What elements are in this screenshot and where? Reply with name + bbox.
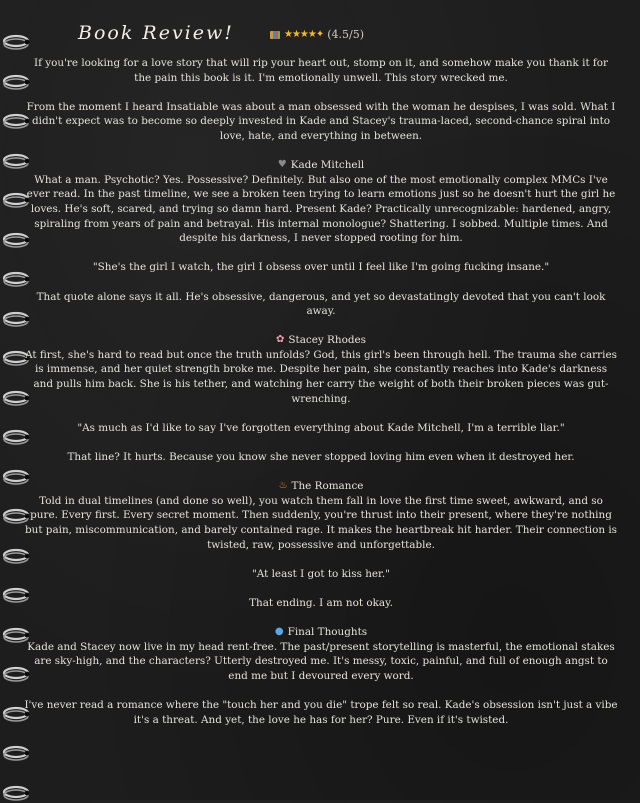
stacey-heading — [24, 333, 618, 348]
final-body: Kade and Stacey now live in my head rent-free. The past/present storytelling is masterful, the emotional stakes are sky-high, and the characters? Utterly destroyed me. It's messy, toxic, painful, and full of enough angst to end me but I devoured every word. — [27, 640, 615, 682]
kade-heading — [24, 158, 618, 173]
stacey-body: At first, she's hard to read but once the truth unfolds? God, this girl's been through hell. The trauma she carries is immense, and her quiet strength broke me. Despite her pain, she constantly reaches into Kade's darkness and pulls him back. She is his tether, and watching her carry the weight of both their broken pieces was gut-wrenching. — [25, 348, 617, 405]
review-header — [0, 22, 640, 52]
kade-quote: "She's the girl I watch, the girl I obsess over until I feel like I'm going fucking insane." — [92, 261, 550, 274]
rating — [270, 28, 364, 41]
rating-text: (4.5/5) — [327, 28, 365, 41]
books-icon — [270, 31, 280, 39]
rating-stars-icon: ★★★★✦ — [284, 29, 324, 40]
romance-after: That ending. I am not okay. — [249, 596, 393, 609]
stacey-heading-text: Stacey Rhodes — [288, 334, 366, 347]
romance-heading-text: The Romance — [291, 480, 364, 493]
speech-bubble-icon: ● — [274, 626, 284, 638]
kade-heading-text: Kade Mitchell — [290, 159, 365, 172]
black-heart-icon: ♥ — [277, 159, 287, 171]
romance-quote: "At least I got to kiss her." — [252, 567, 390, 580]
final-heading-text: Final Thoughts — [287, 626, 368, 639]
spiral-ring — [2, 781, 32, 803]
final-heading — [24, 625, 618, 640]
stacey-quote: "As much as I'd like to say I've forgotten everything about Kade Mitchell, I'm a terrible liar." — [77, 421, 565, 434]
spiral-ring — [2, 741, 32, 763]
cherry-blossom-icon: ✿ — [276, 334, 285, 346]
review-title: Book Review! — [78, 22, 234, 44]
final-closing: I've never read a romance where the "touch her and you die" trope felt so real. Kade's obsession isn't just a vibe it's a threat. And yet, the love he has for her? Pure. Even if it's twisted. — [24, 699, 618, 726]
romance-heading — [24, 479, 618, 494]
kade-after: That quote alone says it all. He's obsessive, dangerous, and yet so devastatingly devoted that you can't look away. — [36, 290, 606, 318]
intro-paragraph-1: If you're looking for a love story that will rip your heart out, stomp on it, and somehow make you thank it for the pain this book is it. I'm emotionally unwell. This story wrecked me. — [33, 57, 608, 84]
review-body — [24, 56, 618, 727]
fire-icon: ♨ — [278, 480, 288, 492]
romance-body: Told in dual timelines (and done so well), you watch them fall in love the first time sweet, awkward, and so pure. Every first. Every secret moment. Then suddenly, you're thrust into their present, where they're nothing but pain, miscommunication, and barely contained rage. It makes the heartbreak hit harder. Their connection is twisted, raw, possessive and unforgettable. — [24, 494, 618, 551]
kade-body: What a man. Psychotic? Yes. Possessive? Definitely. But also one of the most emotionally complex MMCs I've ever read. In the past timeline, we see a broken teen trying to learn emotions just so he doesn't hurt the girl he loves. He's soft, scared, and trying so damn hard. Present Kade? Practically unrecognizable: hardened, angry, spiraling from years of pain and betrayal. His internal monologue? Shattering. I sobbed. Multiple times. And despite his darkness, I never stopped rooting for him. — [26, 173, 616, 245]
intro-paragraph-2: From the moment I heard Insatiable was about a man obsessed with the woman he despises, I was sold. What I didn't expect was to become so deeply invested in Kade and Stacey's trauma-laced, second-chance spiral into love, hate, and everything in between. — [26, 100, 616, 142]
stacey-after: That line? It hurts. Because you know she never stopped loving him even when it destroyed her. — [67, 451, 575, 464]
